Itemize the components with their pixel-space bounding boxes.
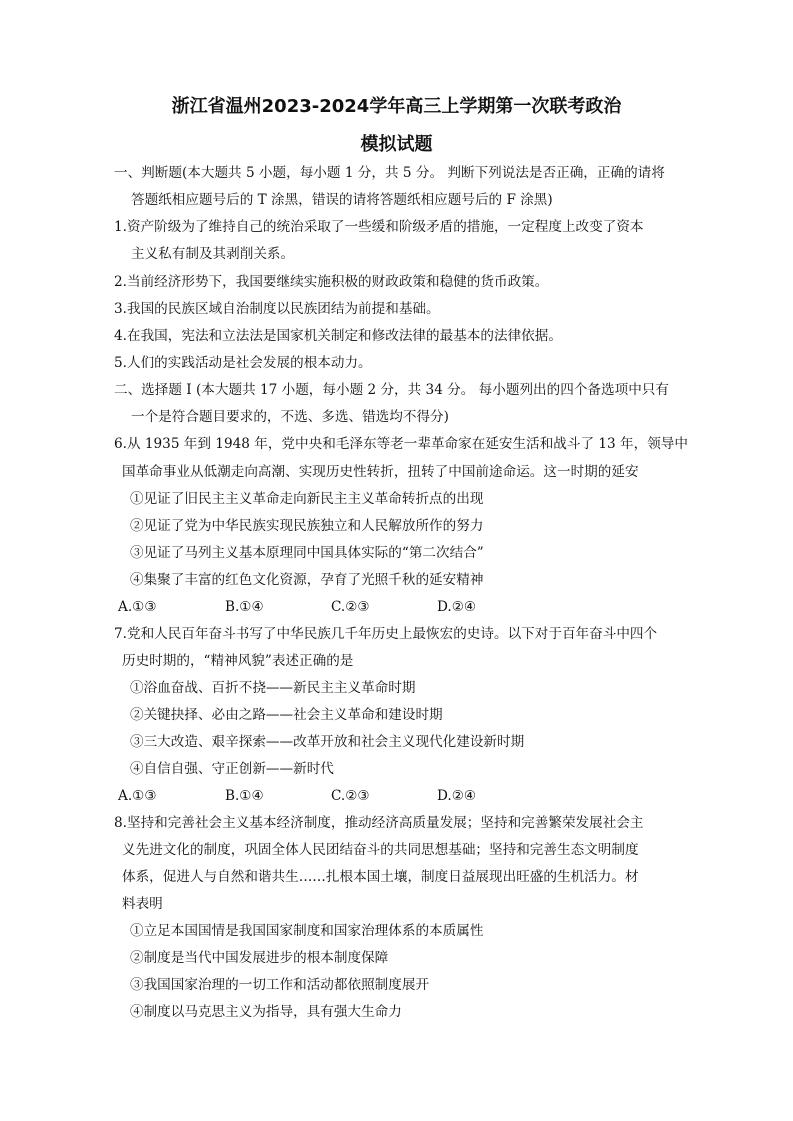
q7-statement-3: ③三大改造、艰辛探索——改革开放和社会主义现代化建设新时期: [130, 734, 525, 750]
q6-option-d: D.②④: [437, 599, 477, 615]
exam-title: 浙江省温州2023-2024学年高三上学期第一次联考政治: [171, 96, 622, 117]
q7-option-b: B.①④: [225, 788, 264, 804]
q8-stem-line4: 料表明: [122, 896, 163, 912]
q8-stem-line2: 义先进文化的制度，巩固全体人民团结奋斗的共同思想基础；坚持和完善生态文明制度: [122, 842, 639, 858]
q6-stem-line2: 国革命事业从低潮走向高潮、实现历史性转折，扭转了中国前途命运。这一时期的延安: [122, 464, 639, 480]
q1-line2: 主义私有制及其剥削关系。: [131, 246, 295, 262]
q6-option-a: A.①③: [118, 599, 157, 615]
q7-stem-line2: 历史时期的，“精神风貌”表述正确的是: [122, 653, 354, 669]
q1-line1: 1.资产阶级为了维持自己的统治采取了一些缓和阶级矛盾的措施，一定程度上改变了资本: [114, 219, 644, 235]
q6-stem-line1: 6.从 1935 年到 1948 年，党中央和毛泽东等老一辈革命家在延安生活和战斗了 13 年，领导中: [114, 436, 688, 452]
q3: 3.我国的民族区域自治制度以民族团结为前提和基础。: [114, 301, 440, 317]
q7-option-d: D.②④: [437, 788, 477, 804]
q8-statement-2: ②制度是当代中国发展进步的根本制度保障: [130, 950, 389, 966]
q7-stem-line1: 7.党和人民百年奋斗书写了中华民族几千年历史上最恢宏的史诗。以下对于百年奋斗中四个: [114, 626, 658, 642]
q8-statement-1: ①立足本国国情是我国国家制度和国家治理体系的本质属性: [130, 923, 484, 939]
q7-option-a: A.①③: [118, 788, 157, 804]
q7-statement-2: ②关键抉择、必由之路——社会主义革命和建设时期: [130, 707, 443, 723]
section2-heading-cont: 一个是符合题目要求的，不选、多选、错选均不得分): [131, 409, 449, 425]
q6-statement-4: ④集聚了丰富的红色文化资源，孕育了光照千秋的延安精神: [130, 572, 484, 588]
q8-stem-line1: 8.坚持和完善社会主义基本经济制度，推动经济高质量发展；坚持和完善繁荣发展社会主: [114, 815, 644, 831]
q8-stem-line3: 体系，促进人与自然和谐共生……扎根本国土壤，制度日益展现出旺盛的生机活力。材: [122, 869, 639, 885]
q8-statement-4: ④制度以马克思主义为指导，具有强大生命力: [130, 1004, 402, 1020]
q8-statement-3: ③我国国家治理的一切工作和活动都依照制度展开: [130, 977, 430, 993]
q6-statement-1: ①见证了旧民主主义革命走向新民主主义革命转折点的出现: [130, 491, 484, 507]
section1-heading: 一、判断题(本大题共 5 小题，每小题 1 分，共 5 分。 判断下列说法是否正确，正确的请将: [114, 165, 665, 181]
q6-statement-2: ②见证了党为中华民族实现民族独立和人民解放所作的努力: [130, 518, 484, 534]
q7-option-c: C.②③: [331, 788, 370, 804]
exam-subtitle: 模拟试题: [360, 134, 433, 155]
section1-heading-cont: 答题纸相应题号后的 T 涂黑，错误的请将答题纸相应题号后的 F 涂黑): [131, 192, 553, 208]
q5: 5.人们的实践活动是社会发展的根本动力。: [114, 355, 372, 371]
q7-statement-1: ①浴血奋战、百折不挠——新民主主义革命时期: [130, 680, 416, 696]
q4: 4.在我国，宪法和立法法是国家机关制定和修改法律的最基本的法律依据。: [114, 328, 562, 344]
q6-statement-3: ③见证了马列主义基本原理同中国具体实际的“第二次结合”: [130, 545, 484, 561]
q7-statement-4: ④自信自强、守正创新——新时代: [130, 761, 334, 777]
q2: 2.当前经济形势下，我国要继续实施积极的财政政策和稳健的货币政策。: [114, 274, 549, 290]
q6-option-b: B.①④: [225, 599, 264, 615]
section2-heading: 二、选择题 I (本大题共 17 小题，每小题 2 分，共 34 分。 每小题列出的四个备选项中只有: [114, 382, 669, 398]
q6-option-c: C.②③: [331, 599, 370, 615]
